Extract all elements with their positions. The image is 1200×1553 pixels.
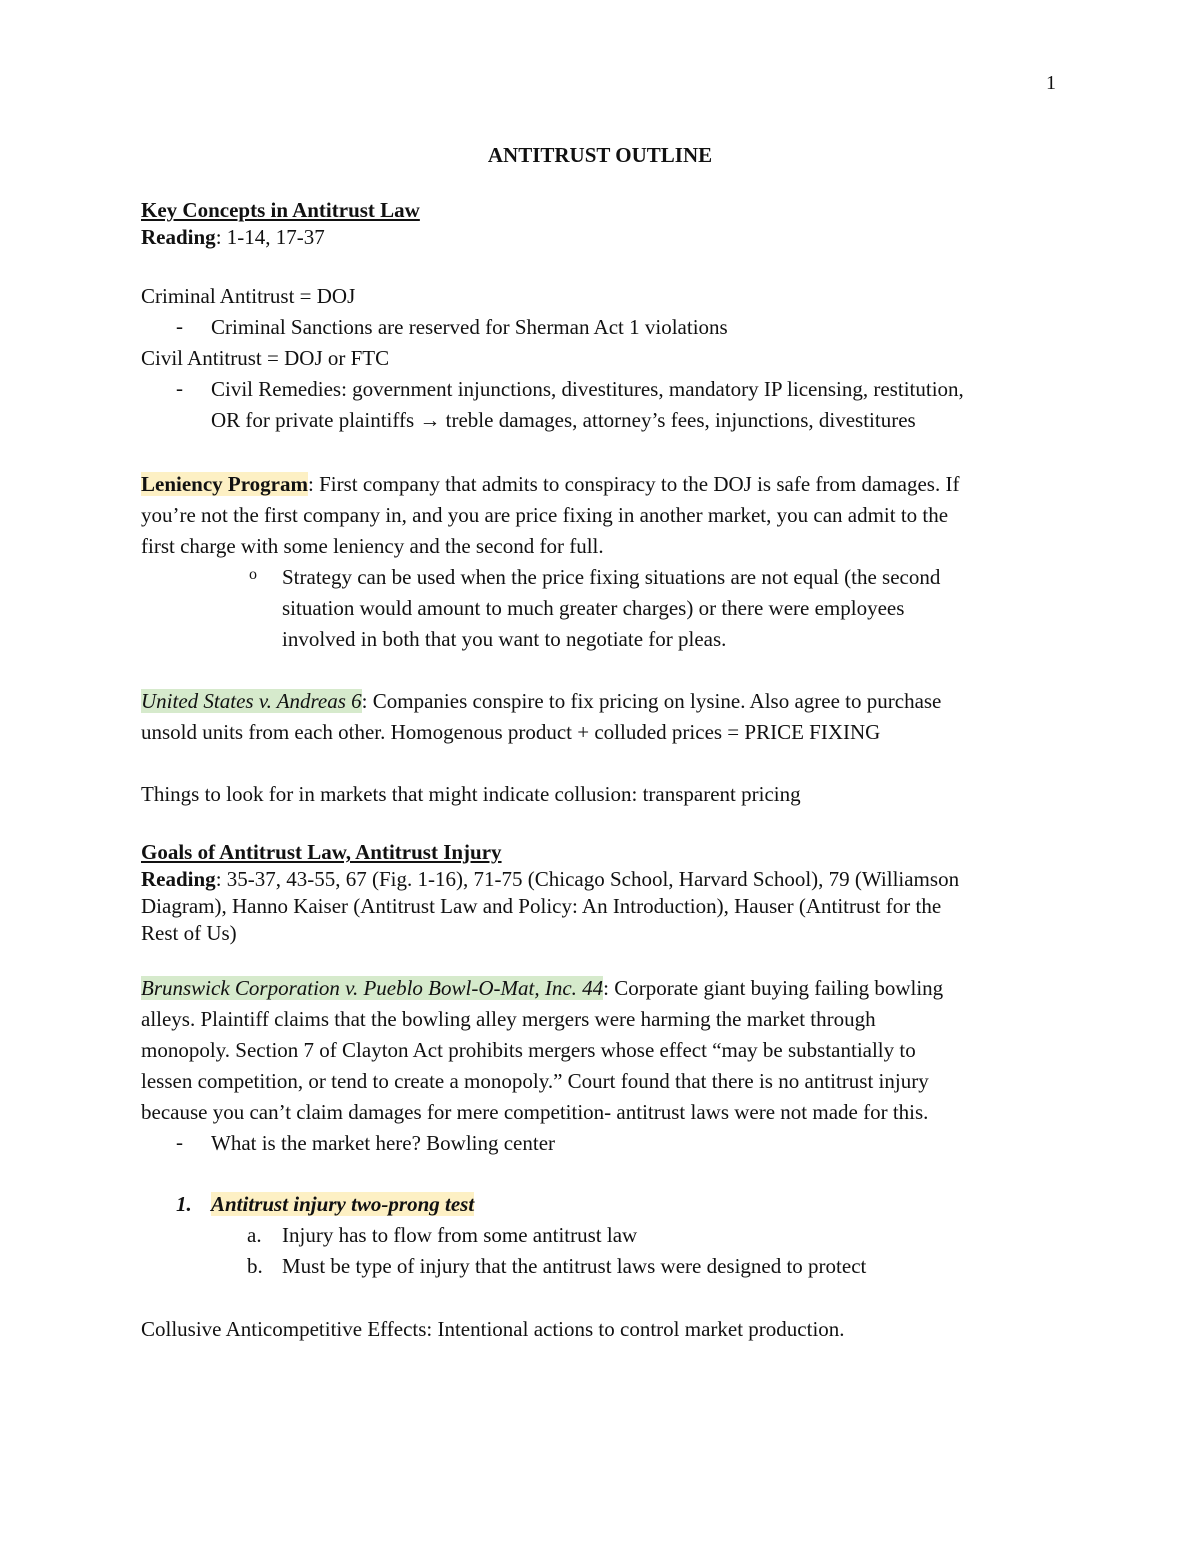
strategy-line-2: situation would amount to much greater charges) or there were employees — [282, 596, 905, 620]
reading-text: : 1-14, 17-37 — [215, 225, 325, 249]
case-andreas-text: : Companies conspire to fix pricing on lysine. Also agree to purchase — [361, 689, 942, 713]
criminal-sanctions-bullet: Criminal Sanctions are reserved for Sherman Act 1 violations — [211, 315, 728, 339]
case-brunswick-line-3: monopoly. Section 7 of Clayton Act prohibits mergers whose effect “may be substantially to — [141, 1038, 916, 1062]
case-andreas-line-2: unsold units from each other. Homogenous product + colluded prices = PRICE FIXING — [141, 720, 881, 744]
market-question-bullet: What is the market here? Bowling center — [211, 1131, 556, 1155]
civil-remedies-line-1: Civil Remedies: government injunctions, divestitures, mandatory IP licensing, restitution, — [211, 377, 964, 401]
heading-text: Key Concepts in Antitrust Law — [141, 198, 420, 222]
list-item-label-a: a. — [247, 1223, 262, 1247]
collusive-effects-line: Collusive Anticompetitive Effects: Intentional actions to control market production. — [141, 1317, 845, 1341]
leniency-paragraph-line-2: you’re not the first company in, and you are price fixing in another market, you can admit to the — [141, 503, 949, 527]
case-name-brunswick: Brunswick Corporation v. Pueblo Bowl-O-Mat, Inc. 44 — [141, 976, 604, 1000]
strategy-line-3: involved in both that you want to negotiate for pleas. — [282, 627, 727, 651]
criminal-antitrust-line: Criminal Antitrust = DOJ — [141, 284, 356, 308]
heading-text: Goals of Antitrust Law, Antitrust Injury — [141, 840, 502, 864]
civil-antitrust-line: Civil Antitrust = DOJ or FTC — [141, 346, 390, 370]
dash-bullet: - — [176, 376, 183, 400]
leniency-text: : First company that admits to conspiracy to the DOJ is safe from damages. If — [308, 472, 960, 496]
dash-bullet: - — [176, 1130, 183, 1154]
two-prong-test-title — [211, 1192, 474, 1217]
case-brunswick-line-1 — [141, 975, 943, 1001]
leniency-paragraph-line-1 — [141, 471, 959, 497]
reading-line-2-2: Diagram), Hanno Kaiser (Antitrust Law and Policy: An Introduction), Hauser (Antitrust for the — [141, 894, 942, 918]
page-number: 1 — [1046, 72, 1056, 94]
two-prong-test-text: Antitrust injury two-prong test — [211, 1192, 475, 1216]
reading-label: Reading — [141, 225, 216, 249]
circle-bullet-icon: o — [249, 566, 257, 583]
case-andreas-line-1 — [141, 688, 941, 714]
dash-bullet: - — [176, 314, 183, 338]
prong-a-text: Injury has to flow from some antitrust law — [282, 1223, 638, 1247]
civil-remedies-line-2: OR for private plaintiffs → treble damages, attorney’s fees, injunctions, divestitures — [211, 408, 916, 432]
reading-line-2-1 — [141, 866, 959, 892]
leniency-paragraph-line-3: first charge with some leniency and the second for full. — [141, 534, 604, 558]
case-brunswick-line-4: lessen competition, or tend to create a monopoly.” Court found that there is no antitrust injury — [141, 1069, 929, 1093]
document-title: ANTITRUST OUTLINE — [487, 143, 713, 167]
reading-line — [141, 224, 325, 250]
section-heading-key-concepts — [141, 197, 420, 223]
prong-b-text: Must be type of injury that the antitrust laws were designed to protect — [282, 1254, 867, 1278]
list-item-label-b: b. — [247, 1254, 263, 1278]
case-name-andreas: United States v. Andreas 6 — [141, 689, 362, 713]
reading-label: Reading — [141, 867, 216, 891]
collusion-indicators-line: Things to look for in markets that might indicate collusion: transparent pricing — [141, 782, 801, 806]
leniency-program-label: Leniency Program — [141, 472, 308, 496]
strategy-line-1: Strategy can be used when the price fixing situations are not equal (the second — [282, 565, 941, 589]
reading-text: : 35-37, 43-55, 67 (Fig. 1-16), 71-75 (Chicago School, Harvard School), 79 (Williamson — [215, 867, 960, 891]
case-brunswick-line-5: because you can’t claim damages for mere competition- antitrust laws were not made for this. — [141, 1100, 929, 1124]
reading-line-2-3: Rest of Us) — [141, 921, 237, 945]
case-brunswick-text: : Corporate giant buying failing bowling — [603, 976, 944, 1000]
numbered-item-label: 1. — [176, 1192, 192, 1216]
section-heading-goals — [141, 839, 502, 865]
case-brunswick-line-2: alleys. Plaintiff claims that the bowling alley mergers were harming the market through — [141, 1007, 876, 1031]
